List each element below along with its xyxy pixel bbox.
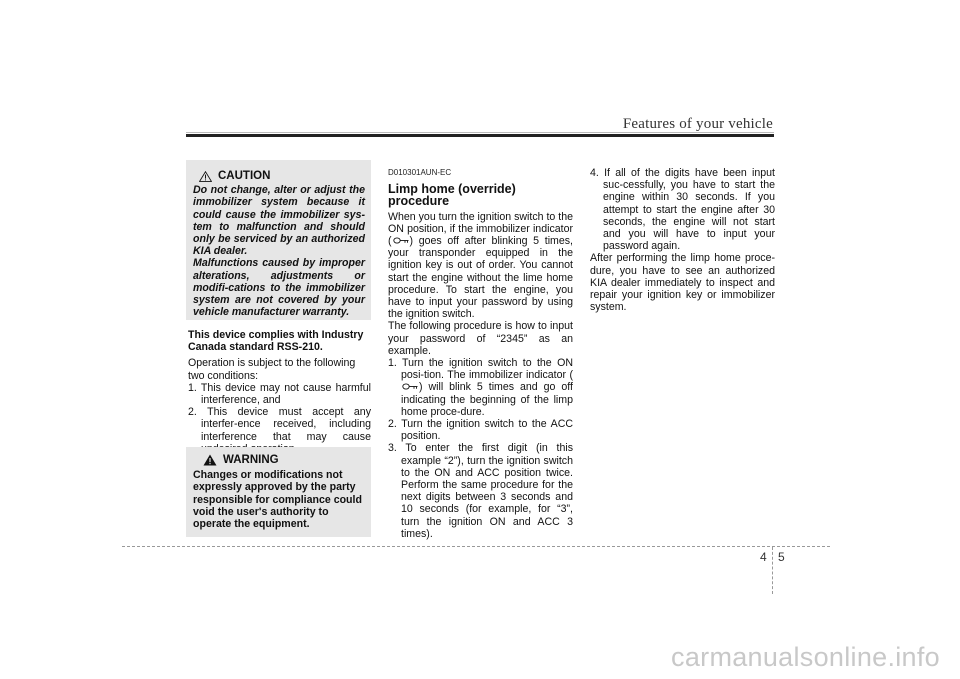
immobilizer-indicator-icon: [392, 236, 410, 245]
limp-home-paragraph-1-end: ) goes off after blinking 5 times, your transponder equipped in the ignition key is out of order. You cannot start the engine without the lime home procedure. To start the engine, you have to input your password by using the ignition switch.: [388, 235, 573, 321]
list-item: 4. If all of the digits have been input suc-cessfully, you have to start the engine within 30 seconds. If you attempt to start the engine after 30 seconds, the engine will not start and you will have to input your password again.: [590, 167, 775, 253]
conditions-list: [188, 382, 371, 455]
watermark-text: carmanualsonline.info: [671, 642, 940, 672]
header-rule: [186, 134, 774, 137]
section-number: 4: [760, 550, 767, 564]
caution-box: [186, 160, 371, 320]
limp-home-paragraph-1: [388, 211, 573, 321]
warning-box: [186, 447, 371, 537]
step-1-end: ) will blink 5 times and go off indicating the beginning of the limp home proce-dure.: [401, 381, 573, 418]
caution-title-row: [199, 170, 365, 182]
step-1-start: 1. Turn the ignition switch to the ON posi-tion. The immobilizer indicator (: [388, 357, 573, 382]
warning-text: Changes or modifications not expressly approved by the party responsible for compliance could void the user's authority to operate the equipment.: [193, 469, 362, 531]
list-item: 2. Turn the ignition switch to the ACC position.: [388, 418, 573, 443]
warning-title: WARNING: [223, 454, 279, 466]
after-procedure-paragraph: After performing the limp home proce-dure, you have to see an authorized KIA dealer immediately to inspect and repair your ignition key or immobilizer system.: [590, 252, 775, 314]
page-number-separator: [772, 547, 773, 594]
limp-home-paragraph-1-start: When you turn the ignition switch to the ON position, if the immobilizer indicator (: [388, 210, 573, 248]
page-number: 5: [778, 550, 785, 564]
immobilizer-indicator-icon: [401, 382, 419, 391]
column-1-body: [188, 329, 371, 455]
caution-triangle-icon: [199, 171, 212, 182]
procedure-steps-continued: [590, 167, 775, 252]
footer-rule: [122, 546, 830, 547]
compliance-statement: This device complies with Industry Canada standard RSS-210.: [188, 329, 364, 354]
conditions-intro: Operation is subject to the following two conditions:: [188, 357, 356, 382]
column-2-body: [388, 167, 573, 540]
list-item: [388, 357, 573, 418]
column-3-body: [590, 167, 775, 313]
caution-paragraph-2: Malfunctions caused by improper alterations, adjustments or modifi-cations to the immobilizer system are not covered by your vehicle manufacturer warranty.: [193, 257, 365, 319]
page-header-title: Features of your vehicle: [622, 116, 773, 132]
warning-triangle-icon: [203, 454, 217, 466]
list-item: 1. This device may not cause harmful interference, and: [188, 381, 371, 407]
list-item: 2. This device must accept any interfer-ence received, including interference that may cause: [188, 406, 371, 443]
warning-title-row: [203, 454, 364, 466]
section-heading: Limp home (override) procedure: [388, 182, 516, 209]
procedure-steps: [388, 357, 573, 540]
section-code: D010301AUN-EC: [388, 168, 452, 177]
limp-home-paragraph-2: The following procedure is how to input your password of “2345” as an example.: [388, 320, 573, 357]
caution-title: CAUTION: [218, 170, 271, 182]
caution-text: [193, 184, 365, 318]
caution-paragraph-1: Do not change, alter or adjust the immobilizer system because it could cause the immobilizer sys-tem to malfunction and should only be serviced by an authorized KIA dealer.: [193, 184, 365, 258]
list-item: 3. To enter the first digit (in this example “2”), turn the ignition switch to the ON and ACC position twice. Perform the same procedure for the next digits between 3 seconds and 10 seconds (for example, for “3”, turn the ignition ON and ACC 3 times).: [388, 442, 573, 540]
